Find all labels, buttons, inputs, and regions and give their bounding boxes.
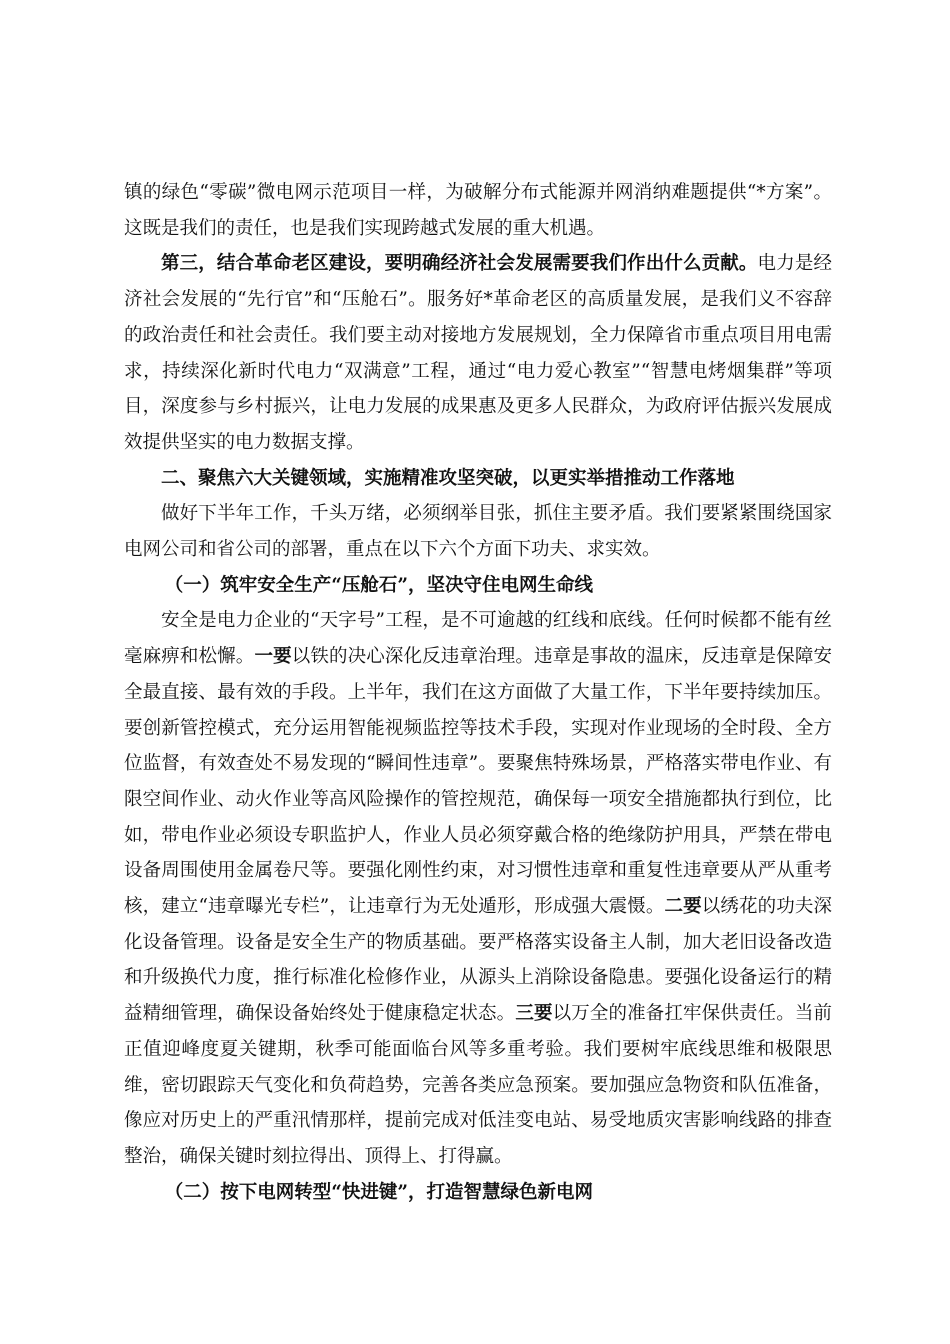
- paragraph-text: 安全是电力企业的“天字号”工程，是不可逾越的红线和底线。任何时候都不能有丝毫麻痹和松懈。: [124, 610, 832, 668]
- document-body: [124, 175, 832, 1210]
- section-heading-2: 二、聚焦六大关键领域，实施精准攻坚突破，以更实举措推动工作落地: [161, 467, 735, 489]
- paragraph-text: 以铁的决心深化反违章治理。违章是事故的温床，反违章是保障安全最直接、最有效的手段。上半年，我们在这方面做了大量工作，下半年要持续加压。要创新管控模式，充分运用智能视频监控等技术手段，实现对作业现场的全时段、全方位监督，有效查处不易发现的“瞬间性违章”。要聚焦特殊场景，严格落实带电作业、有限空间作业、动火作业等高风险操作的管控规范，确保每一项安全措施都执行到位，比如，带电作业必须设专职监护人，作业人员必须穿戴合格的绝缘防护用具，严禁在带电设备周围使用金属卷尺等。要强化刚性约束，对习惯性违章和重复性违章要从严从重考核，建立“违章曝光专栏”，让违章行为无处遁形，形成强大震慑。: [124, 646, 832, 918]
- paragraph-text: 电力是经济社会发展的“先行官”和“压舱石”。服务好*革命老区的高质量发展，是我们义不容辞的政治责任和社会责任。我们要主动对接地方发展规划，全力保障省市重点项目用电需求，持续深化新时代电力“双满意”工程，通过“电力爱心教室”“智慧电烤烟集群”等项目，深度参与乡村振兴，让电力发展的成果惠及更多人民群众，为政府评估振兴发展成效提供坚实的电力数据支撑。: [124, 253, 832, 453]
- paragraph-text: 以绣花的功夫深化设备管理。设备是安全生产的物质基础。要严格落实设备主人制，加大老旧设备改造和升级换代力度，推行标准化检修作业，从源头上消除设备隐患。要强化设备运行的精益精细管理，确保设备始终处于健康稳定状态。: [124, 896, 832, 1025]
- emphasis-third: 三要: [515, 1003, 553, 1025]
- paragraph-intro: 做好下半年工作，千头万绪，必须纲举目张，抓住主要矛盾。我们要紧紧围绕国家电网公司和省公司的部署，重点在以下六个方面下功夫、求实效。: [124, 503, 832, 561]
- emphasis-second: 二要: [664, 896, 702, 918]
- subsection-heading-1: （一）筑牢安全生产“压舱石”，坚决守住电网生命线: [164, 574, 593, 596]
- paragraph-third-point: [124, 246, 832, 460]
- subsection-heading-2: （二）按下电网转型“快进键”，打造智慧绿色新电网: [164, 1181, 593, 1203]
- emphasis-first: 一要: [254, 646, 292, 668]
- paragraph-lead-bold: 第三，结合革命老区建设，要明确经济社会发展需要我们作出什么贡献。: [161, 253, 758, 275]
- paragraph-continuation: 镇的绿色“零碳”微电网示范项目一样，为破解分布式能源并网消纳难题提供“*方案”。这既是我们的责任，也是我们实现跨越式发展的重大机遇。: [124, 182, 832, 239]
- paragraph-safety: [124, 603, 832, 1174]
- paragraph-text: 以万全的准备扛牢保供责任。当前正值迎峰度夏关键期，秋季可能面临台风等多重考验。我们要树牢底线思维和极限思维，密切跟踪天气变化和负荷趋势，完善各类应急预案。要加强应急物资和队伍准备，像应对历史上的严重汛情那样，提前完成对低洼变电站、易受地质灾害影响线路的排查整治，确保关键时刻拉得出、顶得上、打得赢。: [124, 1003, 832, 1167]
